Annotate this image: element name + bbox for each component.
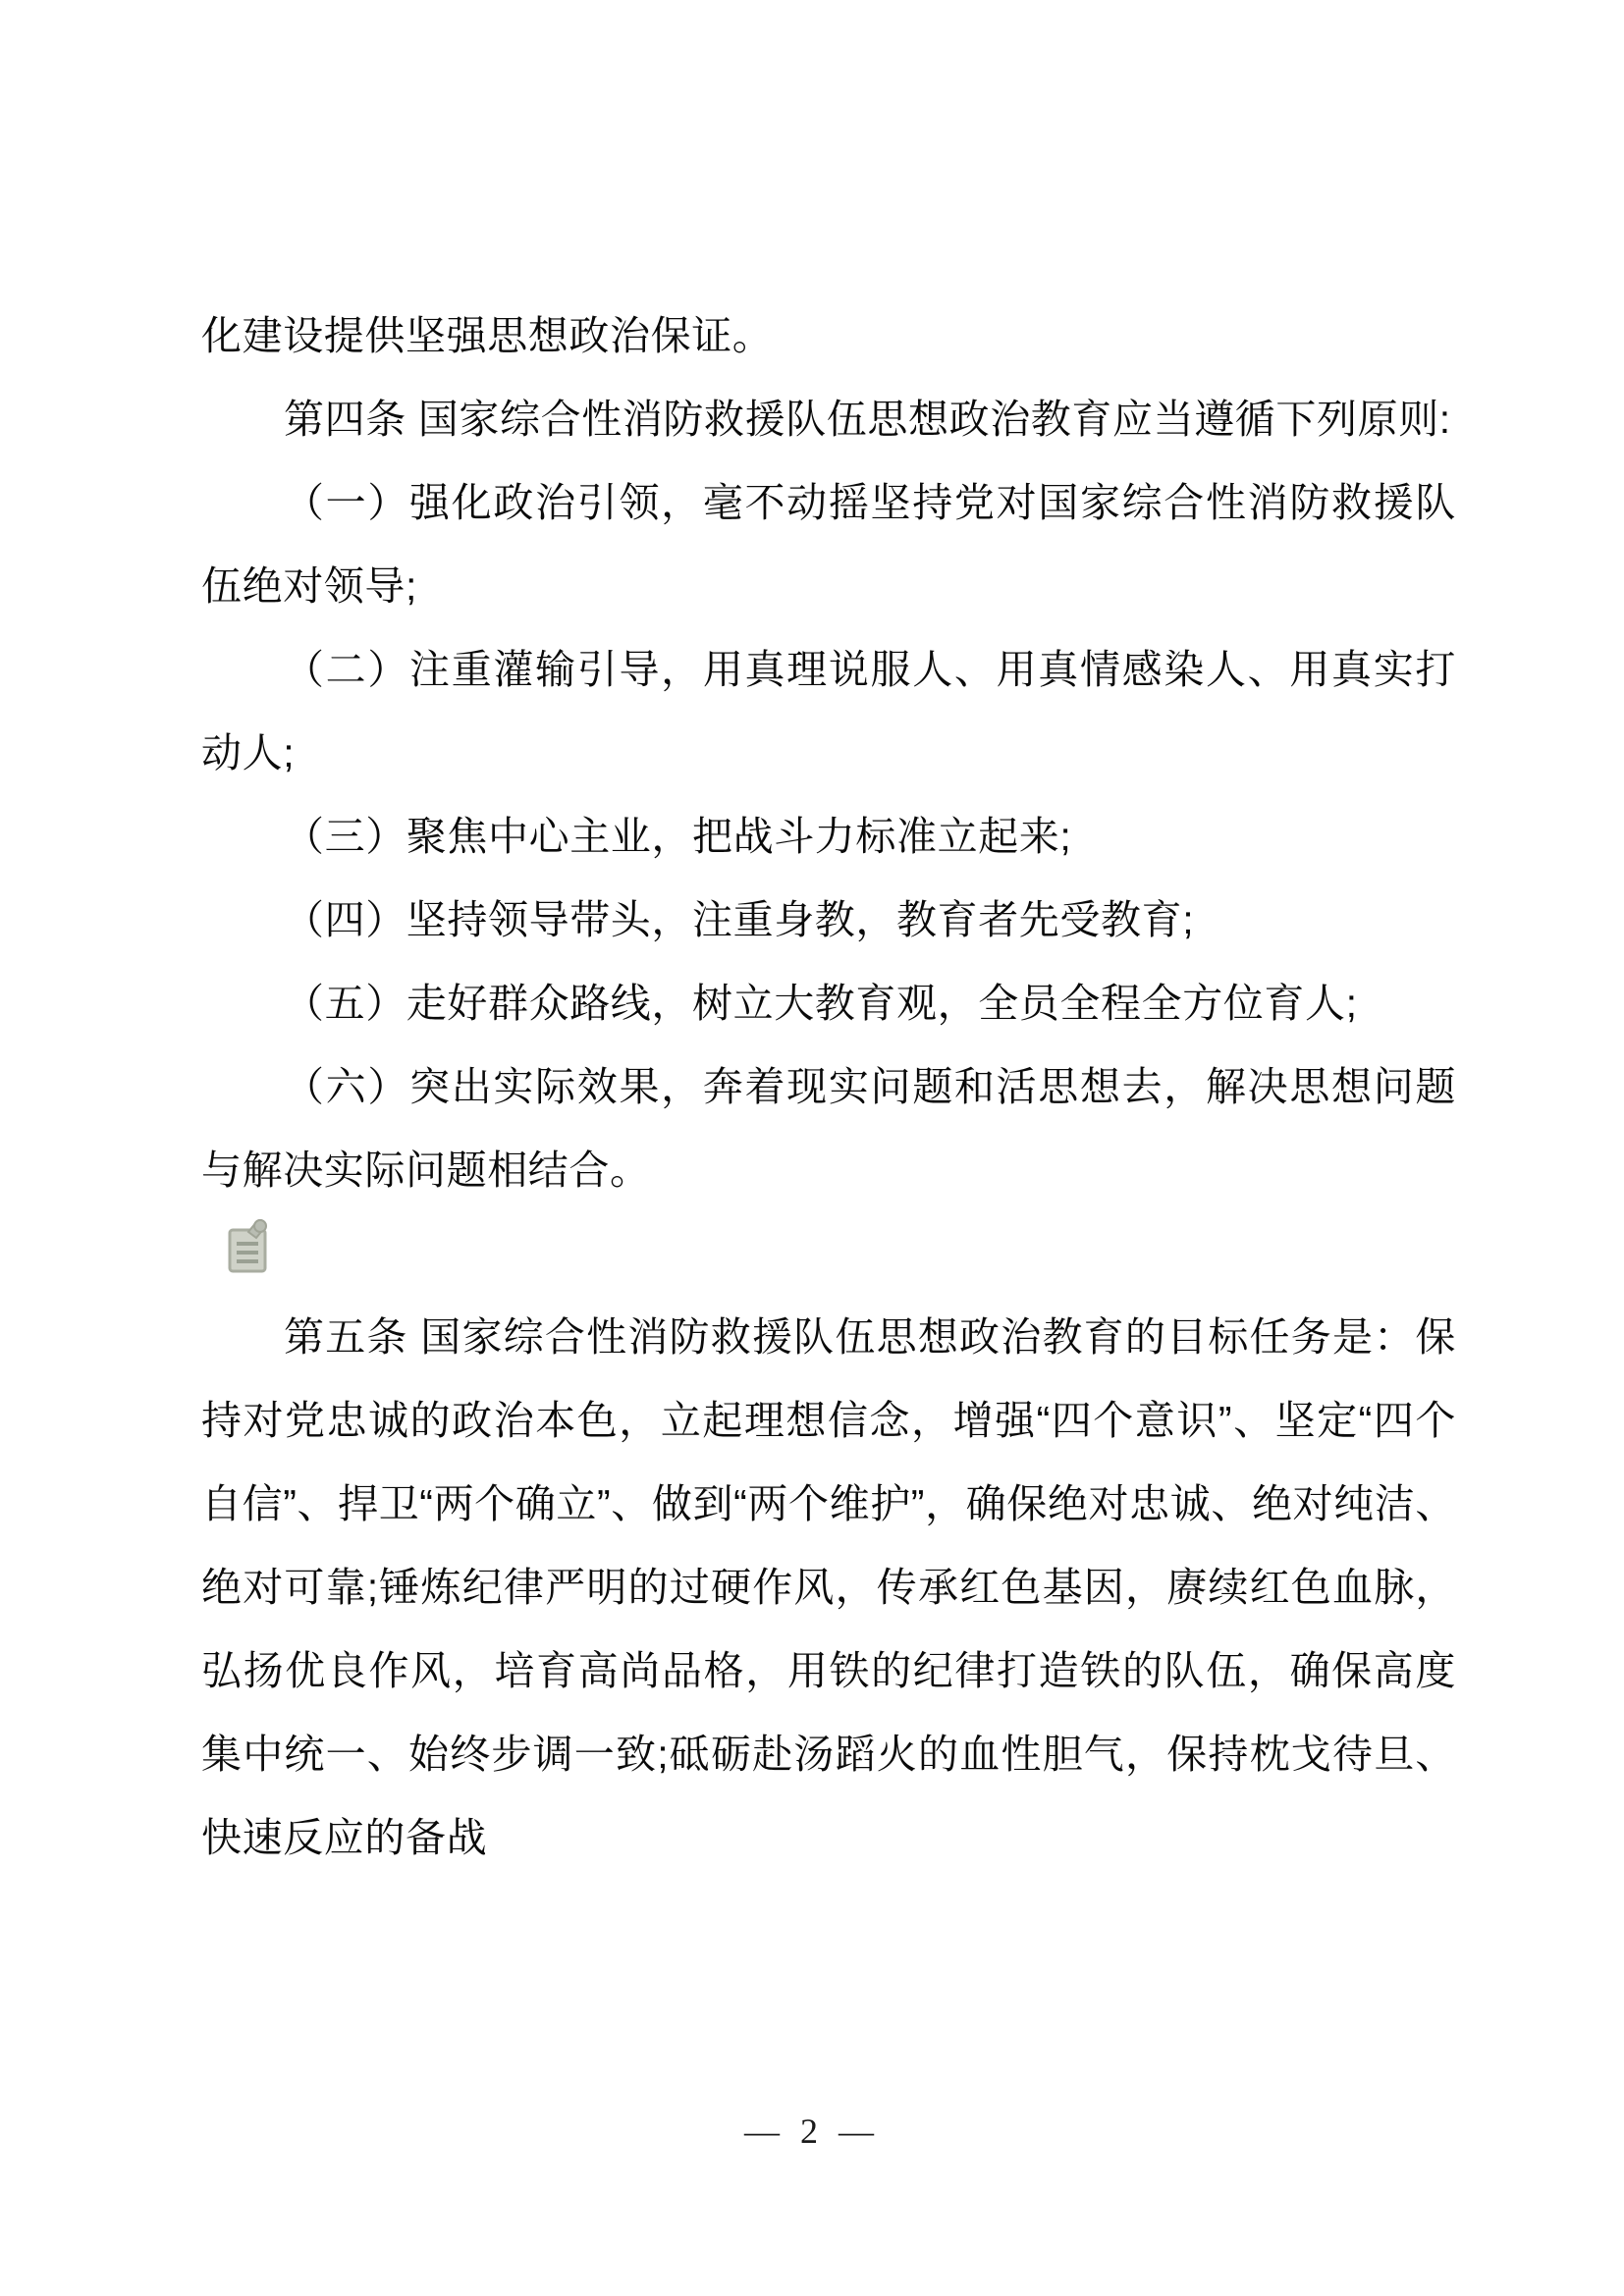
- clipboard-note-icon: [223, 1216, 278, 1277]
- principle-item-1: （一）强化政治引领，毫不动摇坚持党对国家综合性消防救援队伍绝对领导;: [201, 480, 1456, 609]
- document-body: [201, 294, 1456, 1880]
- principle-item-6: （六）突出实际效果，奔着现实问题和活思想去，解决思想问题与解决实际问题相结合。: [201, 1064, 1456, 1193]
- principle-item-2: （二）注重灌输引导，用真理说服人、用真情感染人、用真实打动人;: [201, 647, 1456, 775]
- annotation-icon-row: [201, 1212, 1456, 1296]
- principle-item-5: （五）走好群众路线，树立大教育观，全员全程全方位育人;: [284, 981, 1358, 1026]
- principle-item-4: （四）坚持领导带头，注重身教，教育者先受教育;: [284, 897, 1195, 942]
- article-5-heading: 第五条 国家综合性消防救援队伍思想政治教育的目标任务是：保持对党忠诚的政治本色，立起理想信念，增强“四个意识”、坚定“四个自信”、捍卫“两个确立”、做到“两个维护”，确保绝对忠诚、绝对纯洁、绝对可靠;锤炼纪律严明的过硬作风，传承红色基因，赓续红色血脉，弘扬优良作风，培育高尚品格，用铁的纪律打造铁的队伍，确保高度集中统一、始终步调一致;砥砺赴汤蹈火的血性胆气，保持枕戈待旦、快速反应的备战: [201, 1314, 1456, 1860]
- article-4-heading: 第四条 国家综合性消防救援队伍思想政治教育应当遵循下列原则:: [284, 397, 1451, 442]
- page-number: — 2 —: [744, 2111, 880, 2151]
- paragraph-continuation: 化建设提供坚强思想政治保证。: [201, 313, 774, 358]
- principle-item-3: （三）聚焦中心主业，把战斗力标准立起来;: [284, 814, 1072, 859]
